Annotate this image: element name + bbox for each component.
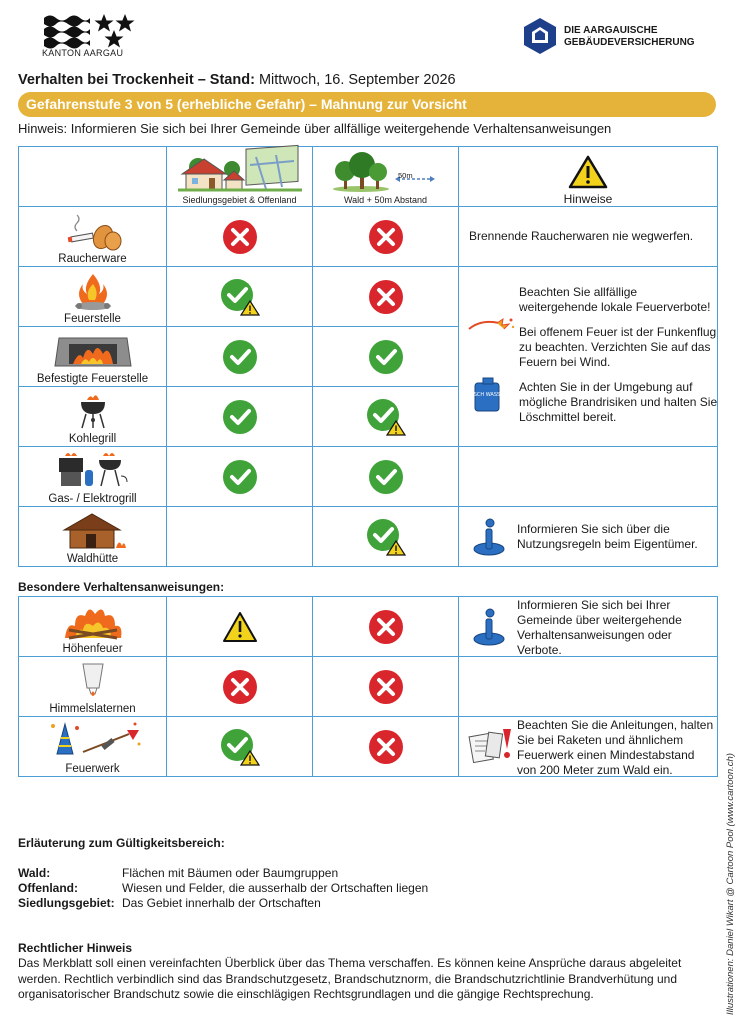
- row-label: Höhenfeuer: [62, 643, 123, 655]
- table-row: [19, 597, 718, 657]
- allowed-icon: [222, 399, 258, 435]
- wald-distance-label: 50m: [398, 171, 413, 180]
- fire-notes: [519, 285, 719, 435]
- wald-status-cell: [313, 207, 459, 267]
- allowed-icon: [368, 339, 404, 375]
- wald-status-cell: [313, 507, 459, 567]
- not-allowed-icon: [222, 219, 258, 255]
- main-table: [18, 146, 718, 567]
- definitions-list: [18, 866, 428, 911]
- sparks-icon: [467, 315, 517, 335]
- header-empty-cell: [19, 147, 167, 207]
- allowed-with-caution-icon: [366, 398, 406, 436]
- credit-text: Illustrationen: Daniel Wikart @ Cartoon Pool (www.cartoon.ch): [725, 753, 736, 1015]
- wald-status-cell: [313, 327, 459, 387]
- wald-status-cell: [313, 597, 459, 657]
- note-cell-empty: [459, 657, 718, 717]
- table-row: [19, 507, 718, 567]
- forest-hut-icon: [58, 510, 128, 550]
- hinweise-column-label: Hinweise: [563, 192, 613, 206]
- siedlung-status-cell: [167, 597, 313, 657]
- agv-line1: DIE AARGAUISCHE: [564, 25, 658, 36]
- row-label-cell: [19, 387, 167, 447]
- agv-logo: [522, 17, 558, 55]
- charcoal-grill-icon: [78, 390, 108, 430]
- siedlung-status-cell: [167, 387, 313, 447]
- row-label-cell: [19, 597, 167, 657]
- row-label-cell: [19, 717, 167, 777]
- agv-wordmark: [564, 25, 695, 49]
- table-row: [19, 267, 718, 327]
- siedlung-status-cell: [167, 657, 313, 717]
- siedlung-status-cell: [167, 207, 313, 267]
- note-feuer-3: Achten Sie in der Umgebung auf mögliche Brandrisiken und halten Sie Löschmittel bereit.: [519, 380, 718, 424]
- row-label-cell: [19, 207, 167, 267]
- table-header-row: [19, 147, 718, 207]
- row-label-cell: [19, 327, 167, 387]
- note-feuer-1: Beachten Sie allfällige weitergehende lokale Feuerverbote!: [519, 285, 711, 314]
- row-label-cell: [19, 267, 167, 327]
- siedlung-column-label: Siedlungsgebiet & Offenland: [182, 195, 297, 205]
- table-row: [19, 207, 718, 267]
- row-label: Feuerstelle: [64, 313, 121, 325]
- note-cell: [459, 597, 718, 657]
- not-allowed-icon: [368, 219, 404, 255]
- siedlung-status-cell: [167, 717, 313, 777]
- definition-row: [18, 866, 428, 881]
- allowed-icon: [368, 459, 404, 495]
- allowed-icon: [222, 339, 258, 375]
- illustration-credit: [717, 745, 736, 1015]
- row-label: Waldhütte: [66, 553, 119, 565]
- bonfire-icon: [61, 600, 125, 640]
- note-cell: [459, 717, 718, 777]
- sky-lantern-icon: [75, 660, 111, 700]
- explanation-heading: Erläuterung zum Gültigkeitsbereich:: [18, 836, 225, 850]
- wald-status-cell: [313, 657, 459, 717]
- note-feuer-2: Bei offenem Feuer ist der Funkenflug zu beachten. Verzichten Sie auf das Feuern bei Wind.: [519, 325, 717, 369]
- not-allowed-icon: [368, 669, 404, 705]
- info-icon: [471, 517, 507, 557]
- note-raucherware: Brennende Raucherwaren nie wegwerfen.: [469, 229, 694, 243]
- title-date: Mittwoch, 16. September 2026: [258, 72, 456, 88]
- note-cell-empty: [459, 447, 718, 507]
- row-label-cell: [19, 507, 167, 567]
- gas-electric-grill-icon: [55, 450, 131, 490]
- row-label-cell: [19, 447, 167, 507]
- row-label: Kohlegrill: [68, 433, 117, 445]
- note-cell: [459, 207, 718, 267]
- danger-level-banner: Gefahrenstufe 3 von 5 (erhebliche Gefahr) – Mahnung zur Vorsicht: [18, 92, 716, 117]
- warning-icon: [568, 155, 608, 189]
- page-title: [18, 72, 456, 88]
- row-label: Gas- / Elektrogrill: [48, 493, 137, 505]
- table-row: [19, 717, 718, 777]
- definition-text: Das Gebiet innerhalb der Ortschaften: [122, 896, 321, 910]
- kanton-label: KANTON AARGAU: [42, 48, 124, 58]
- allowed-icon: [222, 459, 258, 495]
- table-row: [19, 447, 718, 507]
- campfire-icon: [71, 270, 115, 312]
- note-cell: [459, 507, 718, 567]
- header-siedlung-cell: [167, 147, 313, 207]
- row-label: Befestigte Feuerstelle: [36, 373, 149, 385]
- allowed-with-caution-icon: [220, 278, 260, 316]
- caution-icon: [222, 611, 258, 643]
- hinweis-line: Hinweis: Informieren Sie sich bei Ihrer Gemeinde über allfällige weitergehende Verhaltensanweisungen: [18, 121, 612, 136]
- not-allowed-icon: [368, 279, 404, 315]
- extinguisher-label: LÖSCH WASSER: [467, 392, 507, 398]
- extinguisher-canister-icon: [467, 377, 507, 413]
- siedlung-status-cell: [167, 267, 313, 327]
- table-row: [19, 657, 718, 717]
- definition-row: [18, 881, 428, 896]
- not-allowed-icon: [368, 609, 404, 645]
- settlement-map-icon: [176, 151, 304, 193]
- note-feuerwerk: Beachten Sie die Anleitungen, halten Sie bei Raketen und ähnlichem Feuerwerk einen Mindestabstand von 200 Meter zum Wald ein.: [517, 718, 714, 777]
- siedlung-status-cell: [167, 327, 313, 387]
- definition-text: Wiesen und Felder, die ausserhalb der Ortschaften liegen: [122, 881, 429, 895]
- siedlung-status-cell: [167, 447, 313, 507]
- title-prefix: Verhalten bei Trockenheit – Stand:: [18, 72, 255, 88]
- not-allowed-icon: [222, 669, 258, 705]
- note-hoehenfeuer: Informieren Sie sich bei Ihrer Gemeinde über weitergehende Verhaltensanweisungen oder Verbote.: [517, 598, 682, 657]
- header-hinweise-cell: [459, 147, 718, 207]
- fire-notes-cell: [459, 267, 718, 447]
- definition-row: [18, 896, 428, 911]
- row-label: Raucherware: [58, 253, 127, 265]
- allowed-with-caution-icon: [220, 728, 260, 766]
- legal-text: Das Merkblatt soll einen vereinfachten Überblick über das Thema verschaffen. Es können keine Ansprüche daraus abgeleitet werden. Rechtlich verbindlich sind das Brandschutzgesetz, Brandschutznorm, die Brandschutzrichtlinie Brandverhütung und organisatorischer Brandschutz sowie die einschlägigen Rechtsgrundlagen und die gängige Rechtsprechung.: [18, 956, 682, 1001]
- cigarette-icon: [63, 211, 123, 251]
- siedlung-status-cell: [167, 507, 313, 567]
- allowed-with-caution-icon: [366, 518, 406, 556]
- agv-line2: GEBÄUDEVERSICHERUNG: [564, 37, 695, 48]
- legal-heading: Rechtlicher Hinweis: [18, 941, 133, 955]
- row-label: Feuerwerk: [65, 763, 120, 775]
- wald-status-cell: [313, 267, 459, 327]
- fireworks-instructions-icon: [467, 727, 513, 767]
- special-heading: Besondere Verhaltensanweisungen:: [18, 580, 225, 594]
- info-icon: [471, 607, 507, 647]
- fireworks-icon: [43, 720, 143, 760]
- row-label-cell: [19, 657, 167, 717]
- header-wald-cell: [313, 147, 459, 207]
- fire-pit-icon: [53, 332, 133, 368]
- definition-term: Wald:: [18, 866, 51, 880]
- row-label: Himmelslaternen: [49, 703, 136, 715]
- wald-status-cell: [313, 717, 459, 777]
- forest-distance-icon: [331, 151, 441, 193]
- wald-column-label: Wald + 50m Abstand: [344, 195, 427, 205]
- wald-status-cell: [313, 387, 459, 447]
- definition-term: Siedlungsgebiet:: [18, 896, 115, 910]
- note-waldhuette: Informieren Sie sich über die Nutzungsregeln beim Eigentümer.: [517, 522, 698, 551]
- wald-status-cell: [313, 447, 459, 507]
- not-allowed-icon: [368, 729, 404, 765]
- special-table: [18, 596, 718, 777]
- definition-text: Flächen mit Bäumen oder Baumgruppen: [122, 866, 339, 880]
- definition-term: Offenland:: [18, 881, 78, 895]
